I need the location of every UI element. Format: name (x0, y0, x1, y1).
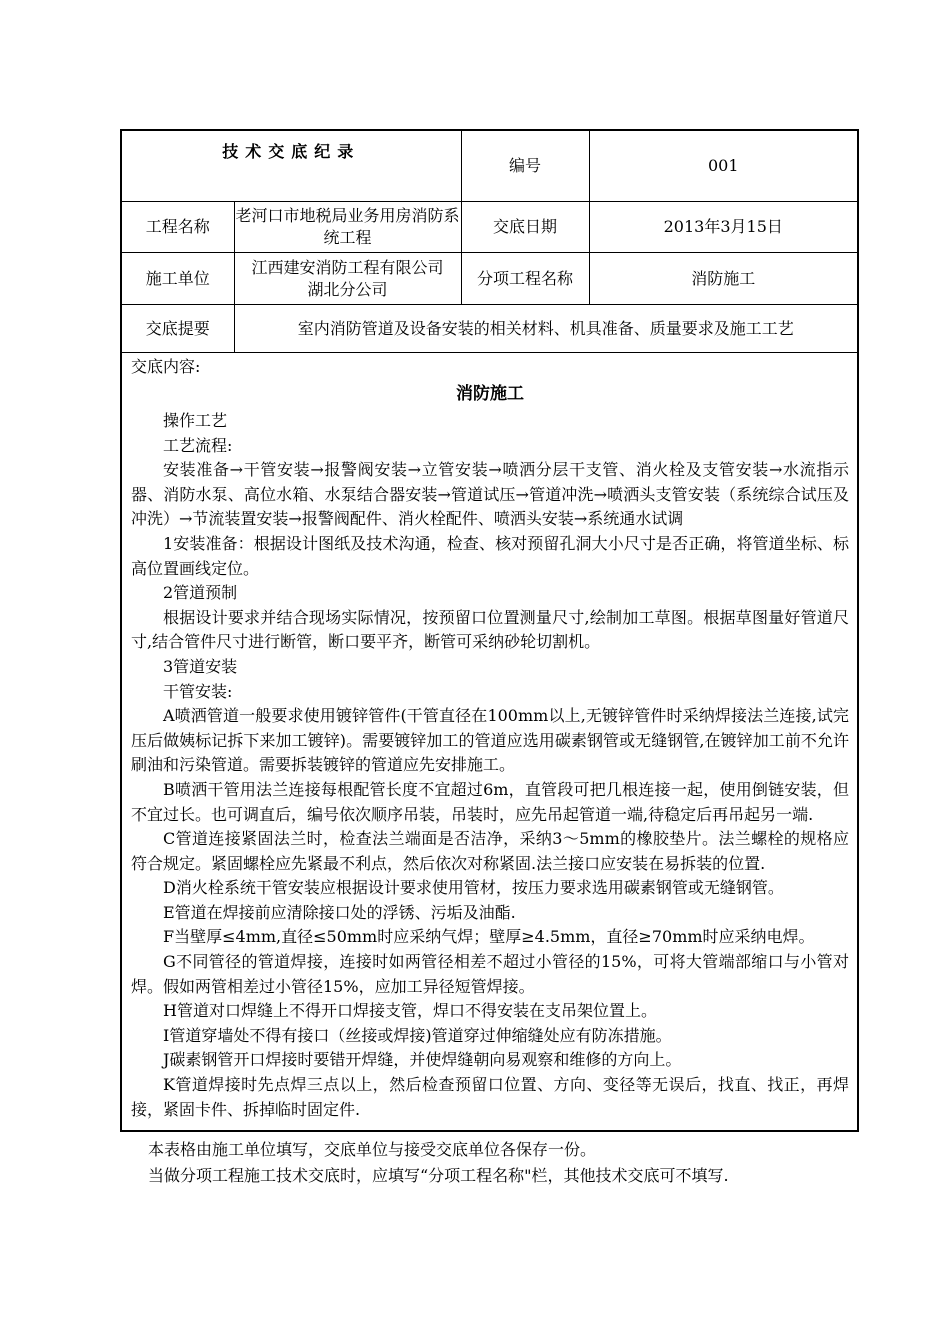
technical-disclosure-form (120, 129, 859, 1132)
paragraph: K管道焊接时先点焊三点以上，然后检查预留口位置、方向、变径等无误后，找直、找正，再焊接，紧固卡件、拆掉临时固定件. (131, 1075, 850, 1119)
paragraph: J碳素钢管开口焊接时要错开焊缝，并使焊缝朝向易观察和维修的方向上。 (163, 1050, 682, 1070)
paragraph: 2管道预制 (163, 583, 238, 603)
paragraph: 工艺流程: (163, 435, 233, 455)
paragraph: 根据设计要求并结合现场实际情况，按预留口位置测量尺寸,绘制加工草图。根据草图量好管道尺寸,结合管件尺寸进行断管，断口要平齐，断管可采纳砂轮切割机。 (131, 607, 850, 652)
content-paragraphs (131, 409, 849, 1122)
paragraph: C管道连接紧固法兰时，检查法兰端面是否洁净，采纳3～5mm的橡胶垫片。法兰螺栓的规格应符合规定。紧固螺栓应先紧最不利点，然后依次对称紧固.法兰接口应安装在易拆装的位置. (131, 829, 850, 873)
date-label: 交底日期 (461, 202, 589, 253)
number-label: 编号 (461, 130, 589, 202)
paragraph: B喷洒干管用法兰连接每根配管长度不宜超过6m，直管段可把几根连接一起，使用倒链安装，但不宜过长。也可调直后，编号依次顺序吊装，吊装时，应先吊起管道一端,待稳定后再吊起另一端. (131, 779, 850, 824)
form-title: 技术交底纪录 (121, 130, 461, 202)
paragraph: A喷洒管道一般要求使用镀锌管件(干管直径在100mm以上,无镀锌管件时采纳焊接法兰连接,试完压后做姨标记拆下来加工镀锌)。需要镀锌加工的管道应选用碳素钢管或无缝钢管,在镀锌加工前不允许刷油和污染管道。需要拆装镀锌的管道应先安排施工。 (131, 706, 850, 775)
construction-unit-label: 施工单位 (121, 253, 234, 305)
project-name-label: 工程名称 (121, 202, 234, 253)
paragraph: G不同管径的管道焊接，连接时如两管径相差不超过小管径的15%，可将大管端部缩口与小管对焊。假如两管相差过小管径15%，应加工异径短管焊接。 (131, 952, 850, 996)
sub-project-value: 消防施工 (589, 253, 858, 305)
paragraph: I管道穿墙处不得有接口（丝接或焊接)管道穿过伸缩缝处应有防冻措施。 (163, 1025, 672, 1045)
paragraph: F当壁厚≤4mm,直径≤50mm时应采纳气焊；壁厚≥4.5mm，直径≥70mm时应采纳电焊。 (163, 927, 815, 947)
paragraph: 1安装准备：根据设计图纸及技术沟通，检查、核对预留孔洞大小尺寸是否正确，将管道坐标、标高位置画线定位。 (131, 533, 850, 578)
summary-label: 交底提要 (121, 305, 234, 353)
disclosure-content (121, 353, 858, 1132)
number-value: 001 (589, 130, 858, 202)
paragraph: 安装准备→干管安装→报警阀安装→立管安装→喷洒分层干支管、消火栓及支管安装→水流指示器、消防水泵、高位水箱、水泵结合器安装→管道试压→管道冲洗→喷洒头支管安装（系统综合试压及冲洗）→节流装置安装→报警阀配件、消火栓配件、喷洒头安装→系统通水试调 (131, 460, 850, 529)
paragraph: H管道对口焊缝上不得开口焊接支管，焊口不得安装在支吊架位置上。 (163, 1001, 657, 1021)
project-name-value: 老河口市地税局业务用房消防系统工程 (234, 202, 461, 253)
sub-project-label: 分项工程名称 (461, 253, 589, 305)
paragraph: D消火栓系统干管安装应根据设计要求使用管材，按压力要求选用碳素钢管或无缝钢管。 (163, 878, 784, 898)
construction-unit-value: 江西建安消防工程有限公司湖北分公司 (234, 253, 461, 305)
content-label: 交底内容: (131, 357, 201, 376)
paragraph: 操作工艺 (163, 411, 228, 430)
footer-note-2: 当做分项工程施工技术交底时，应填写“分项工程名称"栏，其他技术交底可不填写. (148, 1166, 729, 1185)
paragraph: 干管安装: (163, 681, 233, 701)
summary-value: 室内消防管道及设备安装的相关材料、机具准备、质量要求及施工工艺 (234, 305, 858, 353)
footer-note-1: 本表格由施工单位填写，交底单位与接受交底单位各保存一份。 (148, 1140, 597, 1159)
content-title: 消防施工 (456, 384, 524, 404)
paragraph: 3管道安装 (163, 656, 238, 676)
paragraph: E管道在焊接前应清除接口处的浮锈、污垢及油酯. (163, 902, 516, 922)
date-value: 2013年3月15日 (589, 202, 858, 253)
